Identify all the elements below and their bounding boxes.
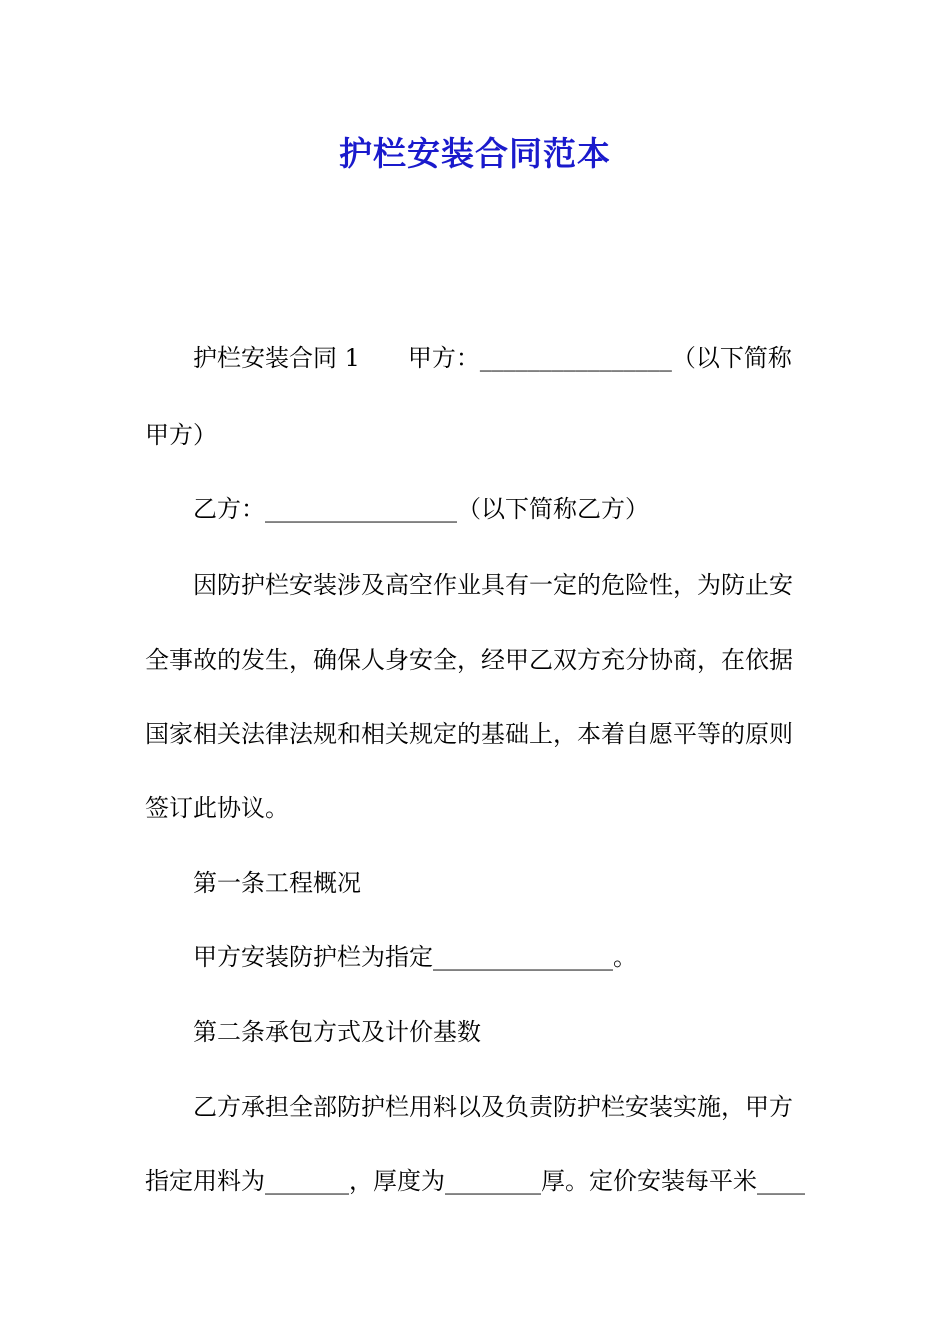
paragraph-line-4: 因防护栏安装涉及高空作业具有一定的危险性，为防止安 [193,571,793,599]
paragraph-line-3: 乙方：________________（以下简称乙方） [193,495,649,523]
paragraph-line-6: 国家相关法律法规和相关规定的基础上，本着自愿平等的原则 [145,720,793,748]
paragraph-line-9: 乙方承担全部防护栏用料以及负责防护栏安装实施，甲方 [193,1093,793,1121]
paragraph-line-10: 指定用料为_______，厚度为________厚。定价安装每平米____ [145,1167,805,1195]
paragraph-line-5: 全事故的发生，确保人身安全，经甲乙双方充分协商，在依据 [145,646,793,674]
paragraph-line-1: 护栏安装合同 1 甲方：________________（以下简称 [193,344,792,372]
document-title: 护栏安装合同范本 [339,134,611,173]
paragraph-line-7: 签订此协议。 [145,794,289,822]
paragraph-line-2: 甲方） [145,421,217,449]
section-heading-1: 第一条工程概况 [193,869,361,897]
section-heading-2: 第二条承包方式及计价基数 [193,1018,481,1046]
paragraph-line-8: 甲方安装防护栏为指定_______________。 [193,943,637,971]
